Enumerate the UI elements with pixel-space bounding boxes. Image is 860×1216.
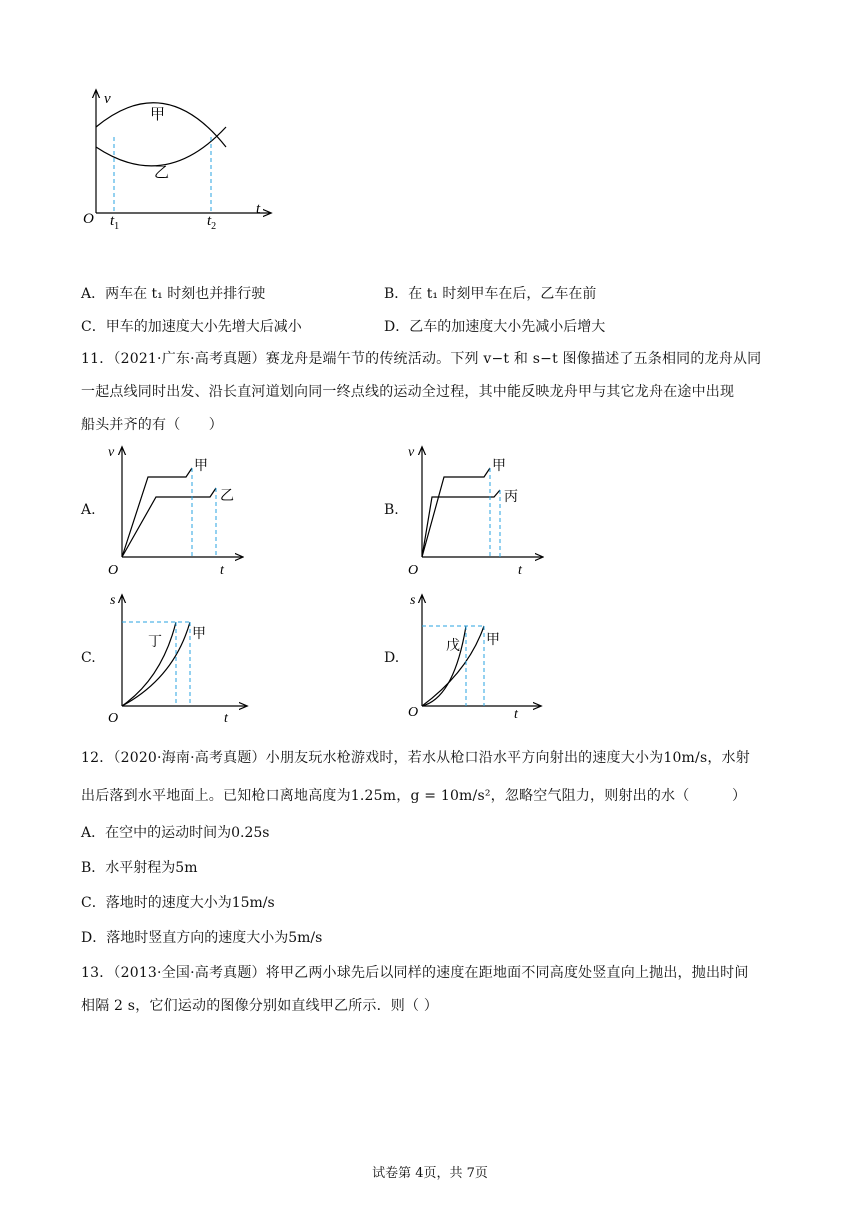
graph-a-curve1: 甲 <box>194 459 208 474</box>
graph-d-x-label: t <box>514 707 518 722</box>
q12-option-b: B．水平射程为5m <box>81 860 198 876</box>
q10-option-c: C．甲车的加速度大小先增大后减小 <box>81 319 302 335</box>
t1-label: $t_1$ <box>110 213 120 232</box>
q10-option-d: D．乙车的加速度大小先减小后增大 <box>384 319 606 335</box>
graph-d-origin: O <box>408 705 419 720</box>
q12-stem-line1: 12．（2020·海南·高考真题）小朋友玩水枪游戏时，若水从枪口沿水平方向射出的速度大小为10m/s，水射 <box>81 750 750 766</box>
q11-graph-a <box>104 440 244 580</box>
graph-b-y-label: v <box>408 445 415 460</box>
q11-label-d: D. <box>384 650 400 666</box>
q12-stem-line2: 出后落到水平地面上。已知枪口离地高度为1.25m，g = 10m/s²，忽略空气阻力，则射出的水（ ） <box>81 788 747 804</box>
page-footer: 试卷第 4页，共 7页 <box>372 1166 488 1181</box>
graph-c-origin: O <box>108 711 119 726</box>
q13-stem-line2: 相隔 2 s，它们运动的图像分别如直线甲乙所示．则（ ） <box>81 998 439 1014</box>
graph-c-x-label: t <box>224 711 228 726</box>
q12-option-a: A．在空中的运动时间为0.25s <box>81 825 270 841</box>
graph-a-y-label: v <box>108 445 115 460</box>
curve-jia-label: 甲 <box>150 107 166 123</box>
q11-stem-line3: 船头并齐的有（ ） <box>81 417 223 433</box>
v-axis-label: v <box>104 91 111 107</box>
graph-a-origin: O <box>108 563 119 578</box>
t-axis-label: t <box>256 201 261 217</box>
q11-label-c: C. <box>81 650 96 666</box>
q11-graph-b <box>404 440 544 580</box>
q12-option-c: C．落地时的速度大小为15m/s <box>81 895 275 911</box>
q11-label-b: B. <box>384 502 399 518</box>
q11-stem-line2: 一起点线同时出发、沿长直河道划向同一终点线的运动全过程，其中能反映龙舟甲与其它龙舟在途中出现 <box>81 384 735 400</box>
graph-d-curve1: 戊 <box>446 639 460 654</box>
graph-b-origin: O <box>408 563 419 578</box>
origin-label: O <box>83 211 94 227</box>
q12-option-d: D．落地时竖直方向的速度大小为5m/s <box>81 930 323 946</box>
graph-b-curve2: 丙 <box>504 490 518 505</box>
q11-graph-c <box>104 588 254 728</box>
q13-stem-line1: 13．（2013·全国·高考真题）将甲乙两小球先后以同样的速度在距地面不同高度处竖直向上抛出，抛出时间 <box>81 965 749 981</box>
graph-c-curve1: 丁 <box>148 635 162 650</box>
q10-option-b: B．在 t₁ 时刻甲车在后，乙车在前 <box>384 286 597 302</box>
t2-label: $t_2$ <box>207 213 217 232</box>
graph-c-y-label: s <box>110 593 116 608</box>
graph-b-curve1: 甲 <box>492 459 506 474</box>
q11-graph-d <box>404 588 554 728</box>
q11-label-a: A. <box>81 502 96 518</box>
q10-vt-graph <box>80 85 280 235</box>
graph-d-curve2: 甲 <box>486 633 500 648</box>
graph-c-curve2: 甲 <box>192 627 206 642</box>
graph-d-y-label: s <box>410 593 416 608</box>
curve-yi-label: 乙 <box>154 165 170 181</box>
graph-a-curve2: 乙 <box>220 489 234 504</box>
q11-stem-line1: 11．（2021·广东·高考真题）赛龙舟是端午节的传统活动。下列 v−t 和 s−t 图像描述了五条相同的龙舟从同 <box>81 351 762 367</box>
q10-option-a: A．两车在 t₁ 时刻也并排行驶 <box>81 286 266 302</box>
graph-a-x-label: t <box>220 563 224 578</box>
graph-b-x-label: t <box>518 563 522 578</box>
